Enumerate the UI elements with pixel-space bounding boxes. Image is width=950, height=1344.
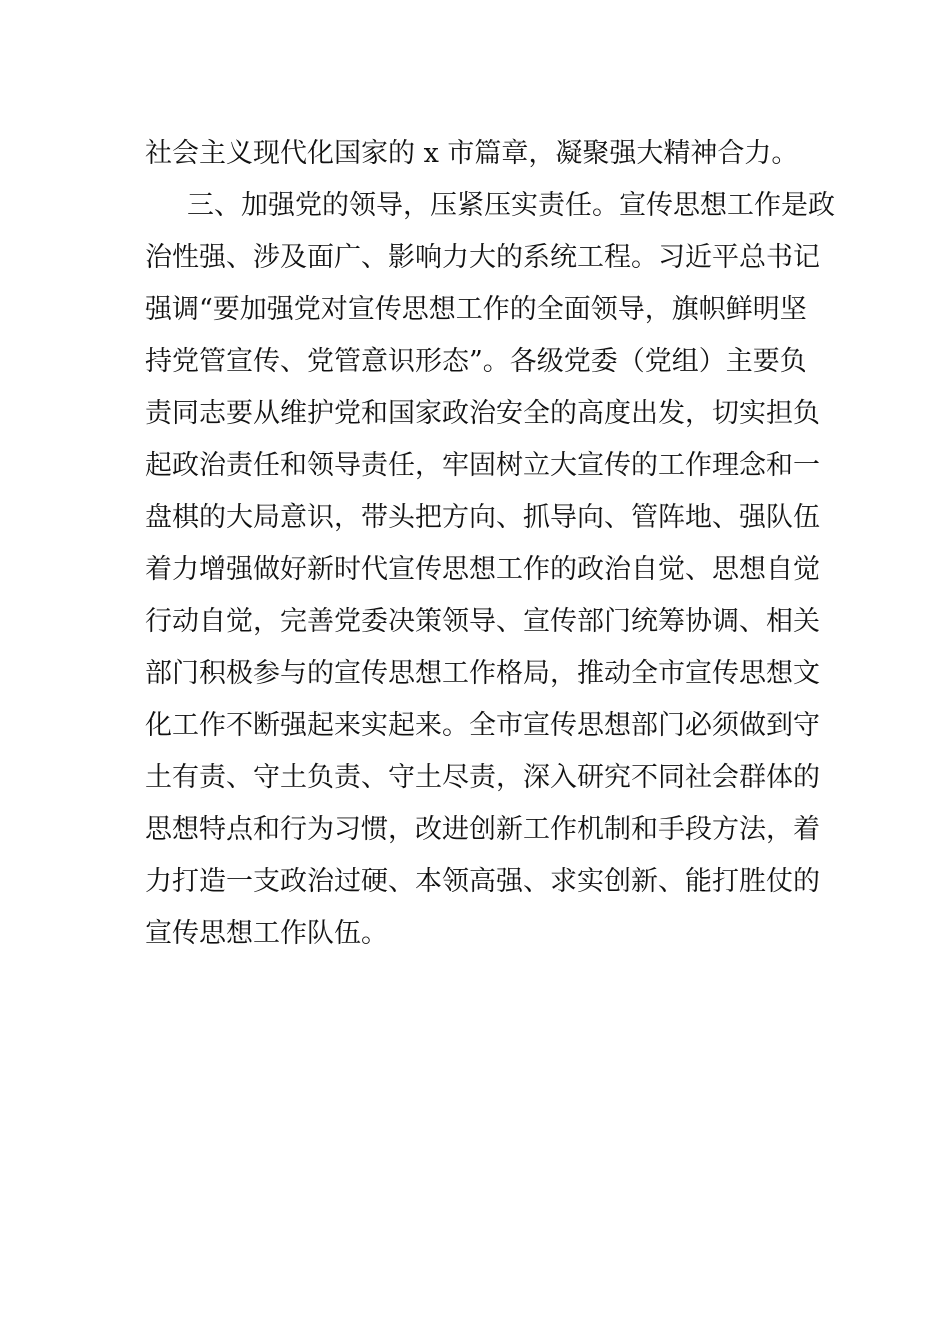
text-line: 社会主义现代化国家的 x 市篇章，凝聚强大精神合力。 xyxy=(145,138,799,169)
section-heading-line: 三、加强党的领导，压紧压实责任。宣传思想工作是政 xyxy=(187,190,835,221)
text-line: 部门积极参与的宣传思想工作格局，推动全市宣传思想文 xyxy=(145,658,820,689)
text-line: 力打造一支政治过硬、本领高强、求实创新、能打胜仗的 xyxy=(145,866,820,897)
text-line: 宣传思想工作队伍。 xyxy=(145,918,388,949)
text-line: 思想特点和行为习惯，改进创新工作机制和手段方法，着 xyxy=(145,814,820,845)
text-line: 着力增强做好新时代宣传思想工作的政治自觉、思想自觉 xyxy=(145,554,820,585)
text-line: 行动自觉，完善党委决策领导、宣传部门统筹协调、相关 xyxy=(145,606,820,637)
text-line: 起政治责任和领导责任，牢固树立大宣传的工作理念和一 xyxy=(145,450,820,481)
text-line: 持党管宣传、党管意识形态”。各级党委（党组）主要负 xyxy=(145,346,807,377)
text-line: 土有责、守土负责、守土尽责，深入研究不同社会群体的 xyxy=(145,762,820,793)
body-text xyxy=(145,128,835,960)
text-line: 治性强、涉及面广、影响力大的系统工程。习近平总书记 xyxy=(145,242,820,273)
text-line: 化工作不断强起来实起来。全市宣传思想部门必须做到守 xyxy=(145,710,820,741)
text-line: 强调“要加强党对宣传思想工作的全面领导，旗帜鲜明坚 xyxy=(145,294,807,325)
text-line: 责同志要从维护党和国家政治安全的高度出发，切实担负 xyxy=(145,398,820,429)
text-line: 盘棋的大局意识，带头把方向、抓导向、管阵地、强队伍 xyxy=(145,502,820,533)
